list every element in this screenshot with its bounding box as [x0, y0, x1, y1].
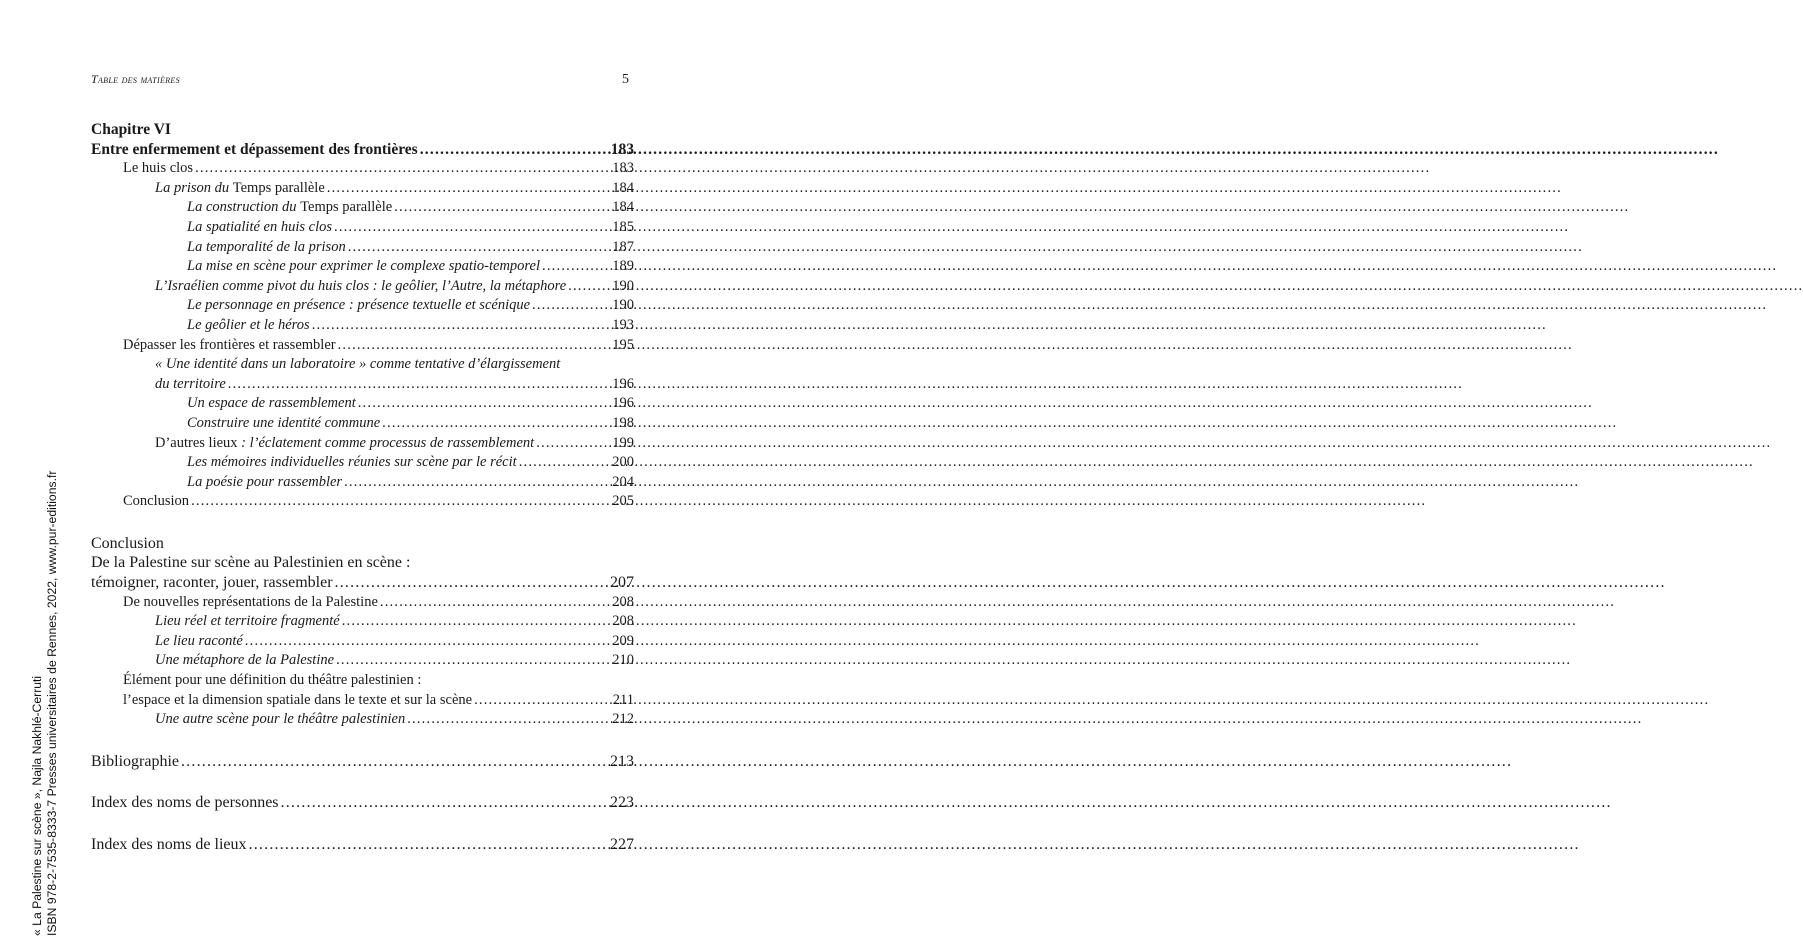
toc-entry-label: témoigner, raconter, jouer, rassembler [91, 574, 333, 592]
toc-entry-label: De nouvelles représentations de la Palestine [123, 593, 378, 610]
section-label: Conclusion [91, 534, 164, 552]
toc-entry-label-italic: : l’éclatement comme processus de rassemblement [241, 434, 535, 451]
toc-entry-label: l’espace et la dimension spatiale dans le texte et sur la scène [123, 691, 473, 708]
toc-entry-label: Les mémoires individuelles réunies sur scène par le récit [187, 454, 517, 471]
toc-entry-label: Index des noms de personnes [91, 794, 279, 812]
toc-entry[interactable] [91, 710, 634, 730]
leader-dots [348, 238, 611, 258]
toc-page-number: 210 [612, 652, 634, 669]
leader-dots [380, 593, 610, 613]
leader-dots [344, 473, 610, 493]
running-head: Table des matières [91, 72, 180, 86]
toc-entry[interactable] [91, 375, 634, 395]
leader-dots [228, 375, 610, 395]
toc-page-number: 183 [612, 160, 634, 177]
toc-entry[interactable] [91, 277, 634, 297]
toc-entry-label: Le geôlier et le héros [187, 316, 310, 333]
leader-dots [382, 414, 610, 434]
toc-entry[interactable] [91, 179, 634, 199]
leader-dots [358, 394, 611, 414]
toc-entry[interactable] [91, 159, 634, 179]
toc-page-number: 209 [612, 632, 634, 649]
toc-page-number: 185 [612, 218, 634, 235]
toc-page-number: 184 [612, 179, 634, 196]
toc-page-number: 183 [610, 140, 634, 158]
toc-entry-label: Le personnage en présence : présence textuelle et scénique [187, 297, 531, 314]
toc-entry-label: Bibliographie [91, 752, 179, 770]
toc-entry-label: Conclusion [123, 493, 190, 510]
leader-dots [281, 793, 608, 813]
toc-entry[interactable] [91, 218, 634, 238]
toc-page-number: 212 [612, 711, 634, 728]
toc-entry-chapter-title[interactable] [91, 140, 634, 160]
section-title-first-line: De la Palestine sur scène au Palestinien en scène : [91, 554, 411, 572]
toc-page-number: 199 [612, 434, 634, 451]
toc-entry-label: La temporalité de la prison [187, 238, 346, 255]
toc-entry-label: Le huis clos [123, 160, 194, 177]
toc-entry[interactable] [91, 632, 634, 652]
toc-page-number: 184 [612, 199, 634, 216]
side-credit-isbn: ISBN 978-2-7535-8333-7 Presses universitaires de Rennes, 2022, www.pur-editions.fr [45, 470, 59, 936]
table-of-contents [91, 120, 634, 855]
leader-dots [312, 316, 611, 336]
toc-page-number: 208 [612, 593, 634, 610]
toc-entry[interactable] [91, 296, 634, 316]
section-gap [91, 730, 634, 752]
toc-entry-label: Entre enfermement et dépassement des frontières [91, 140, 418, 158]
toc-page-number: 213 [610, 752, 634, 770]
toc-entry-label [187, 198, 392, 218]
leader-dots [245, 632, 610, 652]
toc-entry[interactable] [91, 394, 634, 414]
section-gap [91, 813, 634, 835]
leader-dots [181, 752, 608, 772]
toc-entry-label: La poésie pour rassembler [187, 473, 343, 490]
leader-dots [394, 198, 610, 218]
toc-entry[interactable] [91, 198, 634, 218]
toc-page-number: 193 [612, 316, 634, 333]
leader-dots [195, 159, 610, 179]
leader-dots [327, 179, 611, 199]
leader-dots [474, 691, 611, 711]
toc-page-number: 200 [612, 454, 634, 471]
toc-entry[interactable] [91, 414, 634, 434]
toc-page-number: 195 [612, 336, 634, 353]
toc-entry[interactable] [91, 651, 634, 671]
toc-page-number: 204 [612, 473, 634, 490]
leader-dots [342, 612, 611, 632]
toc-page-number: 227 [610, 836, 634, 853]
toc-entry-label: La spatialité en huis clos [187, 218, 332, 235]
leader-dots [519, 453, 611, 473]
toc-entry[interactable] [91, 238, 634, 258]
section-gap [91, 771, 634, 793]
toc-page-number: 223 [610, 794, 634, 812]
chapter-label: Chapitre VI [91, 121, 171, 138]
toc-entry-label-italic: La prison du [155, 179, 233, 196]
leader-dots [338, 336, 611, 356]
toc-page-number: 196 [612, 375, 634, 392]
toc-entry[interactable] [91, 612, 634, 632]
leader-dots [334, 218, 610, 238]
toc-page-number: 208 [612, 613, 634, 630]
toc-entry[interactable] [91, 316, 634, 336]
toc-entry-label: La mise en scène pour exprimer le complexe spatio-temporel [187, 258, 541, 275]
leader-dots [191, 492, 610, 512]
leader-dots [542, 257, 610, 277]
leader-dots [336, 651, 610, 671]
toc-entry-label: Le lieu raconté [155, 632, 243, 649]
toc-entry-label-roman: Temps parallèle [232, 179, 325, 196]
leader-dots [335, 573, 608, 593]
toc-entry-first-line: « Une identité dans un laboratoire » comme tentative d’élargissement [155, 356, 561, 373]
toc-page-number: 187 [612, 238, 634, 255]
toc-entry-label: Lieu réel et territoire fragmenté [155, 613, 340, 630]
toc-entry-label: Index des noms de lieux [91, 836, 247, 853]
toc-entry-label: Une métaphore de la Palestine [155, 652, 335, 669]
toc-entry-bibliographie[interactable] [91, 752, 634, 772]
toc-page-number: 190 [612, 297, 634, 314]
toc-entry-section-title[interactable] [91, 573, 634, 593]
toc-page-number: 211 [612, 691, 634, 708]
toc-entry-label: du territoire [155, 375, 226, 392]
toc-entry[interactable] [91, 257, 634, 277]
leader-dots [532, 296, 610, 316]
toc-entry[interactable] [91, 434, 634, 454]
leader-dots [249, 835, 608, 855]
toc-entry[interactable] [91, 336, 634, 356]
leader-dots [420, 140, 609, 160]
toc-entry-label: Un espace de rassemblement [187, 395, 356, 412]
toc-entry[interactable] [91, 473, 634, 493]
page-number: 5 [622, 72, 629, 87]
toc-entry-label-roman: Temps parallèle [300, 199, 393, 216]
toc-entry-label-italic: La construction du [187, 199, 301, 216]
toc-entry-label [155, 434, 534, 454]
toc-entry-index-personnes[interactable] [91, 793, 634, 813]
toc-entry[interactable] [91, 691, 634, 711]
section-gap [91, 512, 634, 534]
toc-entry[interactable] [91, 492, 634, 512]
side-credit-title: « La Palestine sur scène », Najla Nakhlé-Cerruti [30, 675, 44, 936]
toc-entry[interactable] [91, 593, 634, 613]
toc-page-number: 189 [612, 258, 634, 275]
leader-dots [568, 277, 610, 297]
toc-page-number: 205 [612, 493, 634, 510]
leader-dots [536, 434, 610, 454]
leader-dots [407, 710, 610, 730]
toc-entry-label: Une autre scène pour le théâtre palestinien [155, 711, 406, 728]
toc-entry-label: Dépasser les frontières et rassembler [123, 336, 336, 353]
toc-entry-index-lieux[interactable] [91, 835, 634, 855]
toc-page-number: 196 [612, 395, 634, 412]
toc-page-number: 198 [612, 414, 634, 431]
toc-entry[interactable] [91, 453, 634, 473]
toc-entry-label: Construire une identité commune [187, 414, 381, 431]
toc-page-number: 207 [610, 574, 634, 592]
toc-entry-label: L’Israélien comme pivot du huis clos : le geôlier, l’Autre, la métaphore [155, 277, 567, 294]
side-credit [30, 436, 60, 936]
toc-entry-label-roman: D’autres lieux [155, 434, 242, 451]
toc-entry-label [155, 179, 325, 199]
toc-entry-first-line: Élément pour une définition du théâtre palestinien : [123, 672, 422, 689]
toc-page-number: 190 [612, 277, 634, 294]
